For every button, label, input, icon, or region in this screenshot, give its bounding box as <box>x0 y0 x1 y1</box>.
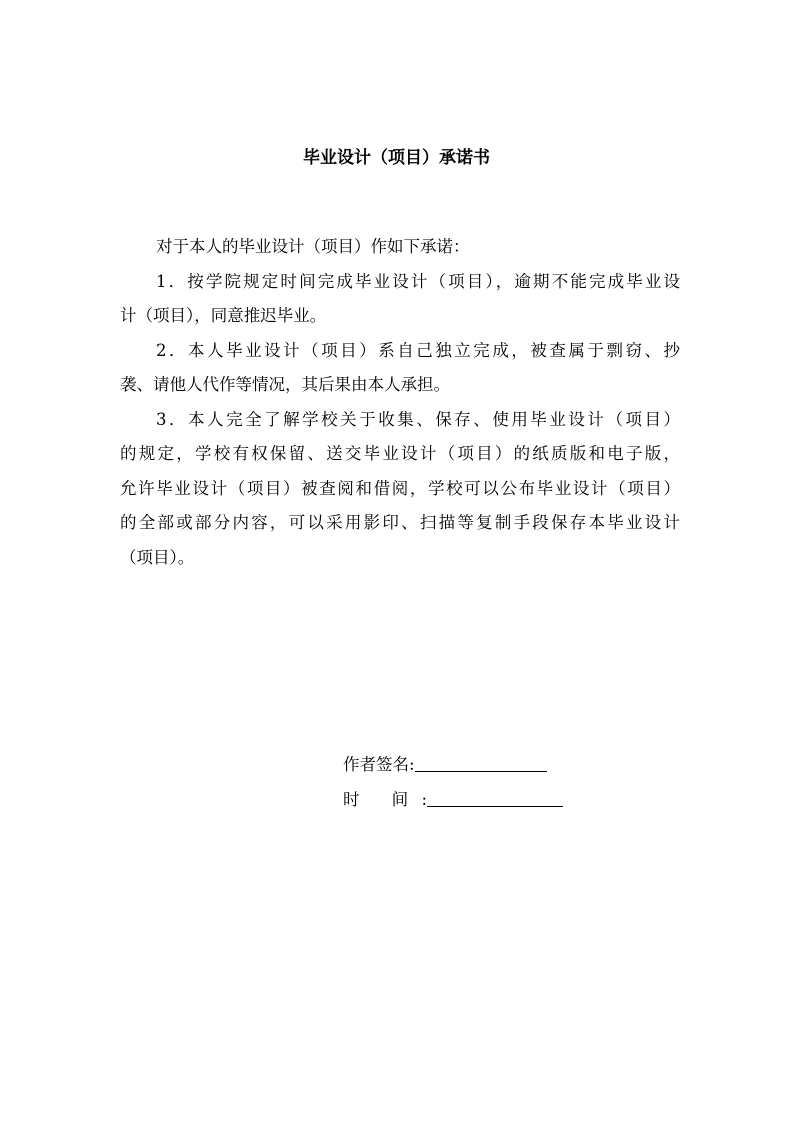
date-label <box>343 783 427 818</box>
body-line-item3-e: （项目）。 <box>120 547 195 567</box>
author-signature-label: 作者签名: <box>343 755 415 774</box>
date-label-left: 时 <box>343 789 373 809</box>
document-title: 毕业设计（项目）承诺书 <box>303 148 490 168</box>
body-line-item1-a: 1．按学院规定时间完成毕业设计（项目），逾期不能完成毕业设 <box>156 271 680 291</box>
author-signature-line[interactable] <box>415 771 547 772</box>
body-line-item2-a: 2．本人毕业设计（项目）系自己独立完成，被查属于剽窃、抄 <box>156 340 680 360</box>
body-line-intro: 对于本人的毕业设计（项目）作如下承诺： <box>156 237 470 256</box>
body-line-item3-c: 允许毕业设计（项目）被查阅和借阅，学校可以公布毕业设计（项目） <box>120 478 680 498</box>
date-line[interactable] <box>427 806 563 807</box>
date-row <box>343 783 563 818</box>
date-label-right: 间: <box>391 789 428 809</box>
body-line-item2-b: 袭、请他人代作等情况，其后果由本人承担。 <box>120 375 450 394</box>
commitment-body <box>120 230 680 575</box>
body-line-item3-b: 的规定，学校有权保留、送交毕业设计（项目）的纸质版和电子版， <box>120 444 680 463</box>
body-line-item3-a: 3．本人完全了解学校关于收集、保存、使用毕业设计（项目） <box>156 409 680 429</box>
author-signature-row <box>343 748 563 783</box>
body-line-item1-b: 计（项目），同意推迟毕业。 <box>120 306 327 325</box>
signature-block <box>343 748 563 817</box>
body-line-item3-d: 的全部或部分内容，可以采用影印、扫描等复制手段保存本毕业设计 <box>120 513 680 532</box>
